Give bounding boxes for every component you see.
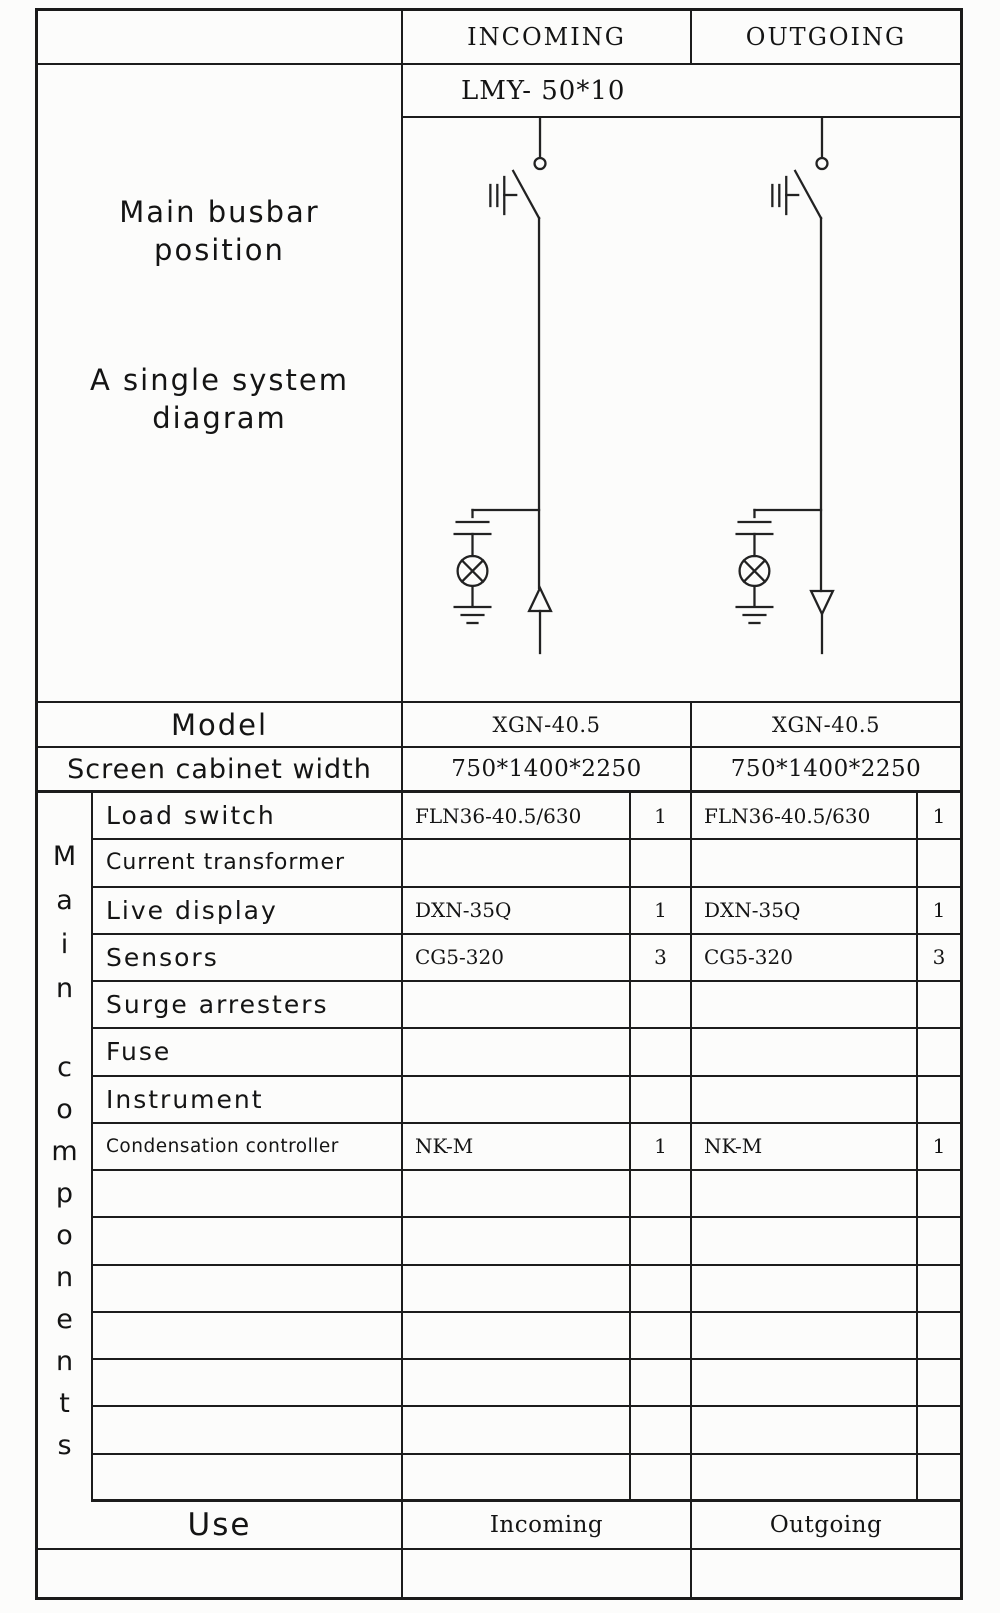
component-incoming-model — [403, 1218, 631, 1265]
component-incoming-model — [403, 1266, 631, 1313]
component-outgoing-qty: 3 — [918, 935, 960, 982]
component-outgoing-model — [692, 1313, 918, 1360]
use-incoming: Incoming — [403, 1502, 692, 1550]
component-outgoing-qty — [918, 982, 960, 1029]
model-row-label: Model — [38, 703, 403, 748]
component-outgoing-qty — [918, 1218, 960, 1265]
component-label — [93, 1171, 403, 1218]
bottom-incoming-cell — [403, 1550, 692, 1597]
component-incoming-qty — [631, 1171, 692, 1218]
component-incoming-model — [403, 1029, 631, 1076]
component-incoming-qty — [631, 840, 692, 887]
vertical-letter: m — [51, 1136, 78, 1167]
busbar-spec-cell: LMY- 50*10 — [403, 65, 960, 118]
component-incoming-qty — [631, 1407, 692, 1454]
component-label — [93, 1360, 403, 1407]
component-label — [93, 1266, 403, 1313]
component-label — [93, 1407, 403, 1454]
component-outgoing-model — [692, 1029, 918, 1076]
component-incoming-qty — [631, 1029, 692, 1076]
use-outgoing: Outgoing — [692, 1502, 960, 1550]
component-incoming-model — [403, 1455, 631, 1502]
component-outgoing-model: NK-M — [692, 1124, 918, 1171]
vertical-letter: t — [59, 1388, 70, 1419]
single-system-diagram-label: A single system diagram — [90, 363, 349, 435]
outgoing-contact-circle — [817, 158, 828, 169]
component-incoming-qty — [631, 1266, 692, 1313]
component-outgoing-model — [692, 1218, 918, 1265]
incoming-arrow-up-icon — [529, 588, 551, 611]
component-outgoing-model — [692, 982, 918, 1029]
component-incoming-model: DXN-35Q — [403, 888, 631, 935]
vertical-letter: n — [55, 973, 74, 1004]
vertical-letter: o — [56, 1220, 73, 1251]
main-components-vertical-label — [38, 793, 93, 1502]
vertical-letter: n — [55, 1262, 74, 1293]
header-incoming: INCOMING — [403, 11, 692, 65]
component-label: Instrument — [93, 1077, 403, 1124]
component-outgoing-qty — [918, 1266, 960, 1313]
component-outgoing-qty — [918, 1313, 960, 1360]
vertical-letter: e — [56, 1304, 73, 1335]
component-outgoing-qty: 1 — [918, 888, 960, 935]
component-outgoing-qty — [918, 840, 960, 887]
component-outgoing-qty — [918, 1077, 960, 1124]
screen-cabinet-width-incoming: 750*1400*2250 — [403, 748, 692, 793]
component-incoming-model — [403, 1313, 631, 1360]
component-outgoing-model — [692, 1266, 918, 1313]
vertical-letter: p — [55, 1178, 74, 1209]
component-label: Surge arresters — [93, 982, 403, 1029]
outgoing-arrow-down-icon — [811, 591, 833, 614]
component-incoming-model: CG5-320 — [403, 935, 631, 982]
component-incoming-qty: 1 — [631, 888, 692, 935]
component-outgoing-model — [692, 1455, 918, 1502]
component-outgoing-model — [692, 1171, 918, 1218]
component-outgoing-qty — [918, 1455, 960, 1502]
header-empty-cell — [38, 11, 403, 65]
component-label: Sensors — [93, 935, 403, 982]
component-outgoing-qty — [918, 1407, 960, 1454]
vertical-letter: s — [57, 1430, 72, 1461]
component-outgoing-qty: 1 — [918, 1124, 960, 1171]
component-incoming-model: NK-M — [403, 1124, 631, 1171]
spec-table — [35, 8, 963, 1600]
component-outgoing-model: FLN36-40.5/630 — [692, 793, 918, 840]
incoming-feeder — [455, 118, 551, 653]
vertical-letter: o — [56, 1094, 73, 1125]
screen-cabinet-width-outgoing: 750*1400*2250 — [692, 748, 960, 793]
model-outgoing: XGN-40.5 — [692, 703, 960, 748]
vertical-letter: c — [57, 1052, 72, 1083]
component-incoming-model — [403, 1407, 631, 1454]
component-incoming-qty — [631, 1077, 692, 1124]
component-incoming-model — [403, 982, 631, 1029]
component-incoming-qty: 3 — [631, 935, 692, 982]
component-incoming-qty: 1 — [631, 793, 692, 840]
component-incoming-qty — [631, 1455, 692, 1502]
component-label: Live display — [93, 888, 403, 935]
component-incoming-qty: 1 — [631, 1124, 692, 1171]
component-outgoing-model — [692, 1407, 918, 1454]
component-label: Condensation controller — [93, 1124, 403, 1171]
component-label — [93, 1455, 403, 1502]
component-label — [93, 1313, 403, 1360]
component-label: Current transformer — [93, 840, 403, 887]
component-incoming-qty — [631, 1360, 692, 1407]
component-outgoing-qty — [918, 1029, 960, 1076]
vertical-letter: a — [56, 885, 73, 916]
component-incoming-qty — [631, 1313, 692, 1360]
main-busbar-position-label: Main busbar position — [119, 195, 320, 267]
component-incoming-model — [403, 840, 631, 887]
component-incoming-model — [403, 1077, 631, 1124]
component-outgoing-model — [692, 840, 918, 887]
bottom-left-cell — [38, 1550, 403, 1597]
component-label: Load switch — [93, 793, 403, 840]
component-incoming-model — [403, 1360, 631, 1407]
single-line-diagram — [403, 118, 960, 703]
single-line-diagram-svg — [403, 118, 960, 701]
component-incoming-qty — [631, 982, 692, 1029]
incoming-contact-circle — [535, 158, 546, 169]
outgoing-feeder — [737, 118, 833, 653]
component-outgoing-qty — [918, 1360, 960, 1407]
vertical-letter: n — [55, 1346, 74, 1377]
vertical-letter: i — [60, 929, 69, 960]
header-outgoing: OUTGOING — [692, 11, 960, 65]
component-incoming-model: FLN36-40.5/630 — [403, 793, 631, 840]
component-incoming-qty — [631, 1218, 692, 1265]
component-outgoing-model — [692, 1360, 918, 1407]
component-label: Fuse — [93, 1029, 403, 1076]
component-incoming-model — [403, 1171, 631, 1218]
component-outgoing-model — [692, 1077, 918, 1124]
component-outgoing-qty — [918, 1171, 960, 1218]
component-outgoing-model: DXN-35Q — [692, 888, 918, 935]
model-incoming: XGN-40.5 — [403, 703, 692, 748]
screen-cabinet-width-label: Screen cabinet width — [38, 748, 403, 793]
bottom-outgoing-cell — [692, 1550, 960, 1597]
component-outgoing-qty: 1 — [918, 793, 960, 840]
component-outgoing-model: CG5-320 — [692, 935, 918, 982]
use-row-label: Use — [38, 1502, 403, 1550]
component-label — [93, 1218, 403, 1265]
busbar-position-cell — [38, 65, 403, 703]
vertical-letter: M — [52, 841, 77, 872]
